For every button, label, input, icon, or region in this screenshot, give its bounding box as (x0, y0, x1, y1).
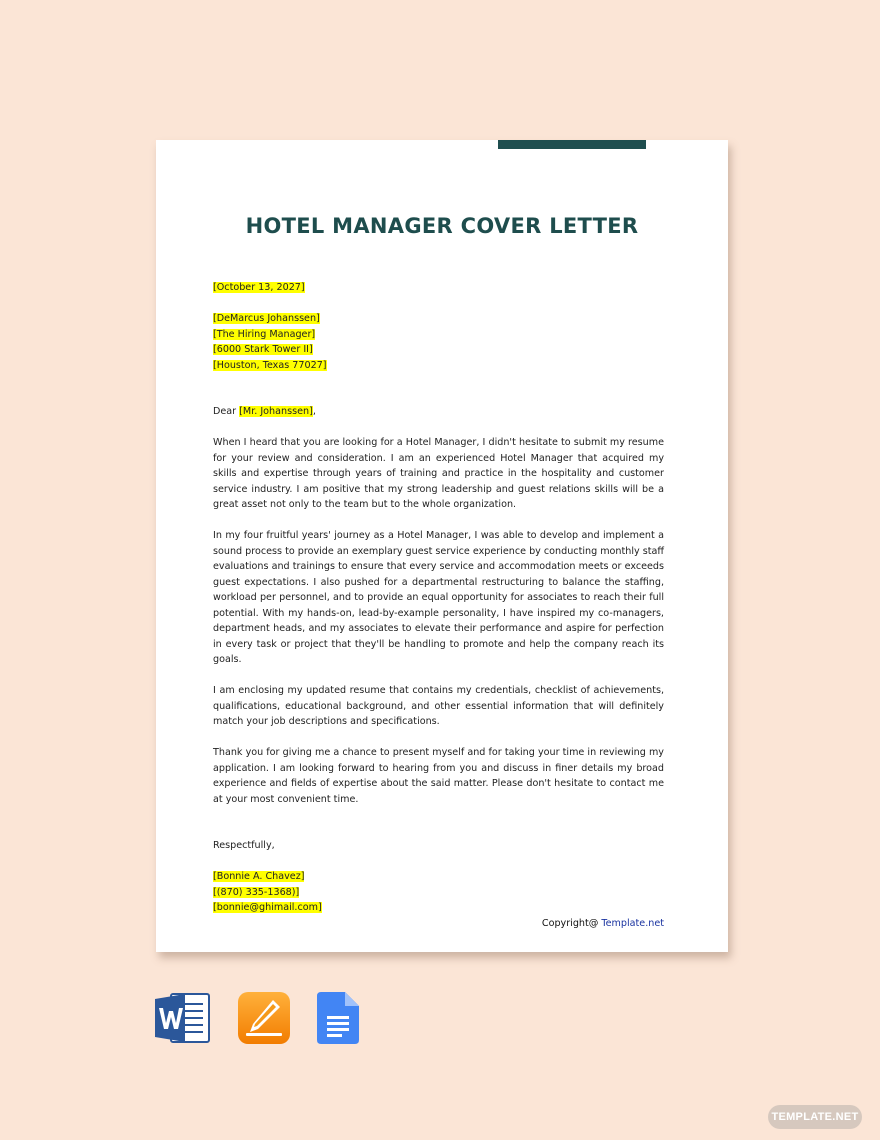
letter-body (213, 280, 664, 916)
recipient-position-line (213, 327, 664, 343)
document-page (156, 140, 728, 952)
paragraph-1: When I heard that you are looking for a Hotel Manager, I didn't hesitate to submit my resume for your review and consideration. I am an experienced Hotel Manager that acquired my skills and expertise through years of training and practice in the hospitality and customer service industry. I am positive that my strong leadership and guest relations skills will be a great asset not only to the team but to the whole organization. (213, 437, 664, 510)
recipient-city-line (213, 358, 664, 374)
paragraph-2: In my four fruitful years' journey as a Hotel Manager, I was able to develop and implement a sound process to provide an exemplary guest service experience by conducting monthly staff evaluations and trainings to ensure that every service and accommodation meets or exceeds guest expectations. I also pushed for a departmental restructuring to balance the staffing, workload per personnel, and to provide an equal opportunity for associates to reach their full potential. With my hands-on, lead-by-example personality, I have inspired my co-managers, department heads, and my associates to elevate their performance and aspire for perfection in every task or project that they'll be handling to promote and help the company reach its goals. (213, 530, 664, 665)
template-net-badge[interactable]: TEMPLATE.NET (768, 1105, 862, 1129)
closing: Respectfully, (213, 840, 275, 851)
paragraph-3: I am enclosing my updated resume that contains my credentials, checklist of achievements, qualifications, educational background, and other essential information that will definitely match your job descriptions and specifications. (213, 685, 664, 727)
sender-email-line (213, 900, 664, 916)
word-icon[interactable] (155, 992, 211, 1044)
salutation-suffix: , (312, 406, 316, 417)
date-line (213, 280, 664, 296)
recipient-street-line (213, 342, 664, 358)
document-title: HOTEL MANAGER COVER LETTER (245, 214, 639, 238)
recipient-street: [6000 Stark Tower II] (213, 344, 313, 355)
sender-name: [Bonnie A. Chavez] (213, 871, 305, 882)
recipient-name: [DeMarcus Johanssen] (213, 313, 320, 324)
recipient-position: [The Hiring Manager] (213, 328, 316, 340)
sender-name-line (213, 869, 664, 885)
copyright-prefix: Copyright@ (541, 918, 602, 929)
salutation-name: [Mr. Johanssen] (239, 406, 313, 417)
salutation (213, 404, 664, 420)
sender-email: [bonnie@ghimail.com] (213, 902, 322, 913)
pages-icon[interactable] (238, 992, 290, 1044)
salutation-prefix: Dear (213, 406, 240, 417)
copyright (542, 918, 664, 929)
accent-bar (498, 140, 646, 149)
date: [October 13, 2027] (213, 282, 305, 293)
recipient-city: [Houston, Texas 77027] (213, 359, 327, 371)
paragraph-4: Thank you for giving me a chance to present myself and for taking your time in reviewing my application. I am looking forward to hearing from you and discuss in finer details my broad experience and fields of expertise about the said matter. Please don't hesitate to contact me at your most convenient time. (213, 747, 664, 805)
sender-phone-line (213, 885, 664, 901)
sender-phone: [(870) 335-1368)] (213, 886, 300, 898)
recipient-name-line (213, 311, 664, 327)
copyright-link[interactable]: Template.net (601, 918, 664, 929)
google-docs-icon[interactable] (317, 992, 359, 1044)
